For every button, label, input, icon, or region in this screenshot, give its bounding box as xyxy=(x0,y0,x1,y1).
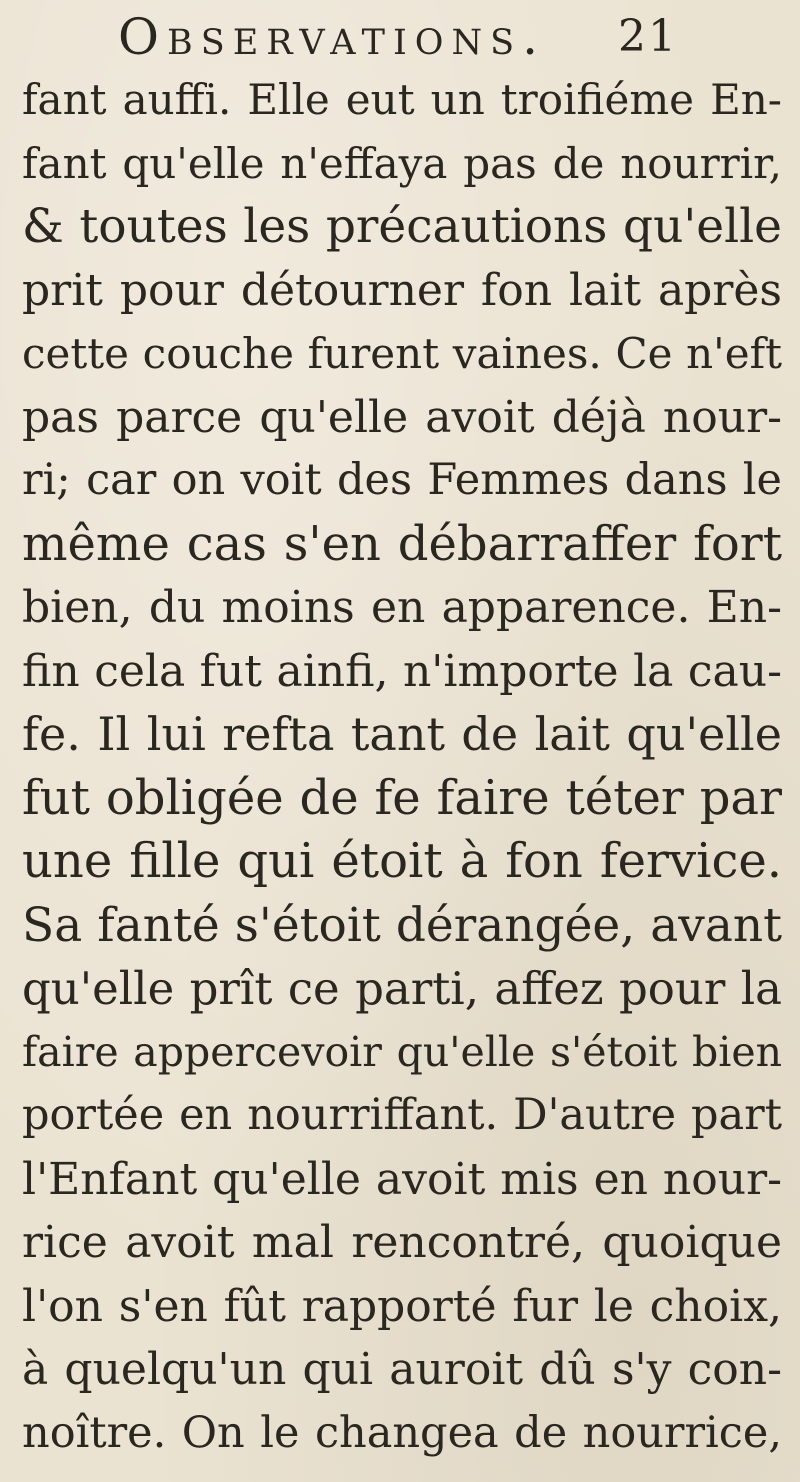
text-line: même cas s'en débarraffer fort xyxy=(22,515,782,572)
text-line: fant auffi. Elle eut un troifiéme En- xyxy=(22,75,782,124)
text-line: une fille qui étoit à fon fervice. xyxy=(22,833,782,889)
page-header xyxy=(118,6,678,68)
text-line: & toutes les précautions qu'elle xyxy=(22,199,782,254)
text-line: fin cela fut ainfi, n'importe la cau- xyxy=(22,645,782,697)
text-line: qu'elle prît ce parti, affez pour la xyxy=(22,962,782,1015)
text-line: à quelqu'un qui auroit dû s'y con- xyxy=(22,1344,782,1395)
text-line: rice avoit mal rencontré, quoique xyxy=(22,1217,782,1268)
text-line: faire appercevoir qu'elle s'étoit bien xyxy=(22,1027,782,1076)
text-line: ri; car on voit des Femmes dans le xyxy=(22,455,782,505)
text-line: l'on s'en fût rapporté fur le choix, xyxy=(22,1280,782,1332)
text-line: fe. Il lui refta tant de lait qu'elle xyxy=(22,707,782,761)
text-line: cette couche furent vaines. Ce n'eft xyxy=(22,329,782,378)
text-line: pas parce qu'elle avoit déjà nour- xyxy=(22,391,782,443)
text-line: prit pour détourner fon lait après xyxy=(22,264,782,316)
running-title: Observations. xyxy=(118,8,546,66)
page-number: 21 xyxy=(618,11,678,62)
text-line: fant qu'elle n'effaya pas de nourrir, xyxy=(22,138,782,188)
body-text xyxy=(22,68,782,1465)
text-line: noître. On le changea de nourrice, xyxy=(22,1407,782,1458)
text-line: Sa fanté s'étoit dérangée, avant xyxy=(22,897,782,953)
text-line: bien, du moins en apparence. En- xyxy=(22,582,782,633)
text-line: l'Enfant qu'elle avoit mis en nour- xyxy=(22,1153,782,1205)
text-line: portée en nourriffant. D'autre part xyxy=(22,1090,782,1140)
text-line: fut obligée de fe faire téter par xyxy=(22,769,782,826)
